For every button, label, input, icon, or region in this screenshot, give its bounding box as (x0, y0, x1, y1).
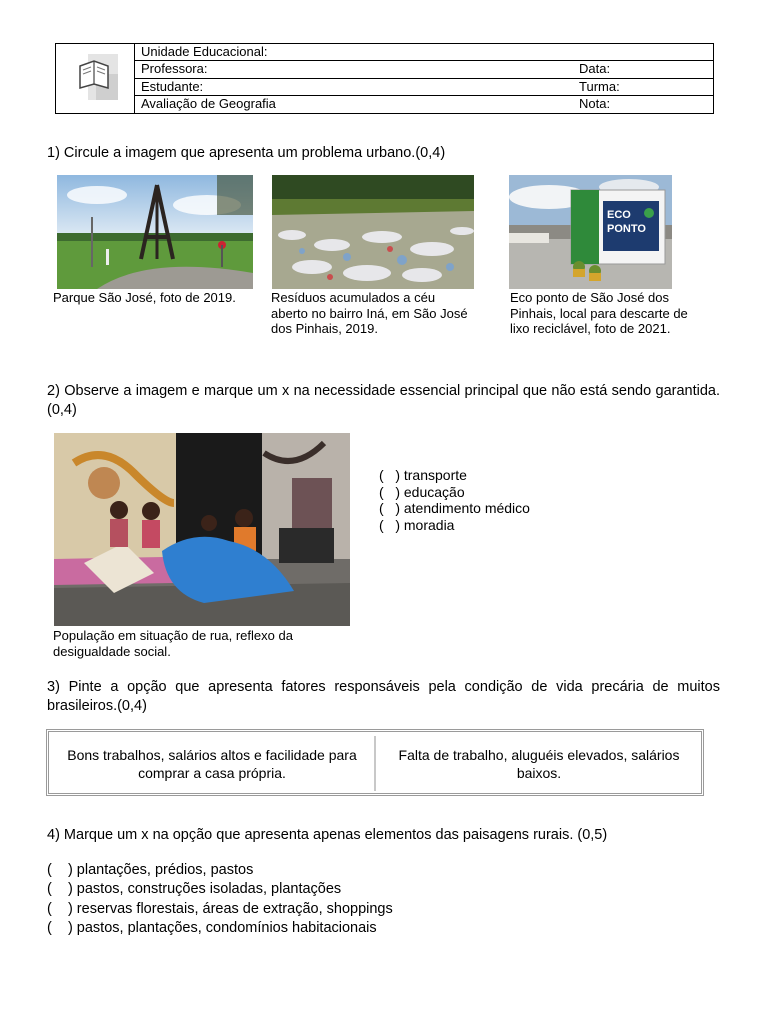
q4-options (47, 861, 393, 938)
q2-option-transporte[interactable]: ( ) transporte (379, 467, 467, 483)
photo-eco-ponto[interactable] (509, 175, 672, 289)
question-2: 2) Observe a imagem e marque um x na necessidade essencial principal que não está sendo garantida.(0,4) (47, 383, 720, 418)
q3-option-right[interactable]: Falta de trabalho, aluguéis elevados, salários baixos. (398, 746, 680, 781)
photo-populacao-rua[interactable] (54, 433, 350, 626)
question-1: 1) Circule a imagem que apresenta um problema urbano.(0,4) (47, 145, 446, 161)
book-logo-icon (56, 44, 135, 113)
header-row-estudante (135, 79, 713, 96)
caption-populacao-rua: População em situação de rua, reflexo da desigualdade social. (53, 628, 293, 659)
school-logo (56, 44, 135, 113)
header-table (55, 43, 714, 114)
q3-option-left[interactable]: Bons trabalhos, salários altos e facilidade para comprar a casa própria. (67, 746, 357, 781)
data-label: Data: (579, 61, 611, 77)
q4-option-4[interactable]: ( ) pastos, plantações, condomínios habitacionais (47, 919, 377, 936)
q2-options (379, 467, 530, 533)
svg-text:PONTO: PONTO (607, 223, 646, 235)
photo-residuos[interactable] (272, 175, 474, 289)
question-4: 4) Marque um x na opção que apresenta apenas elementos das paisagens rurais. (0,5) (47, 827, 608, 843)
svg-text:ECO: ECO (607, 209, 631, 221)
estudante-label: Estudante: (141, 78, 204, 94)
q3-choice-table (46, 729, 704, 796)
q4-option-2[interactable]: ( ) pastos, construções isoladas, plantações (47, 881, 342, 898)
caption-residuos: Resíduos acumulados a céu aberto no bairro Iná, em São José dos Pinhais, 2019. (271, 290, 468, 336)
header-row-professora (135, 61, 713, 78)
caption-parque: Parque São José, foto de 2019. (53, 290, 236, 305)
q4-option-1[interactable]: ( ) plantações, prédios, pastos (47, 862, 254, 878)
nota-label: Nota: (579, 95, 611, 111)
professora-label: Professora: (141, 61, 208, 77)
q2-option-educacao[interactable]: ( ) educação (379, 483, 465, 500)
q4-option-3[interactable]: ( ) reservas florestais, áreas de extração, shoppings (47, 900, 393, 917)
unidade-label: Unidade Educacional: (141, 44, 268, 59)
q3-divider (374, 736, 376, 791)
question-3: 3) Pinte a opção que apresenta fatores responsáveis pela condição de vida precária de muitos brasileiros.(0,4) (47, 679, 720, 714)
header-row-avaliacao (135, 96, 713, 113)
header-row-unidade (135, 44, 713, 61)
avaliacao-label: Avaliação de Geografia (141, 95, 276, 111)
q2-option-atendimento-medico[interactable]: ( ) atendimento médico (379, 500, 530, 516)
q2-option-moradia[interactable]: ( ) moradia (379, 516, 455, 533)
caption-eco-ponto: Eco ponto de São José dos Pinhais, local para descarte de lixo reciclável, foto de 2021. (510, 290, 688, 336)
turma-label: Turma: (579, 78, 620, 94)
photo-parque-sao-jose[interactable] (57, 175, 253, 289)
